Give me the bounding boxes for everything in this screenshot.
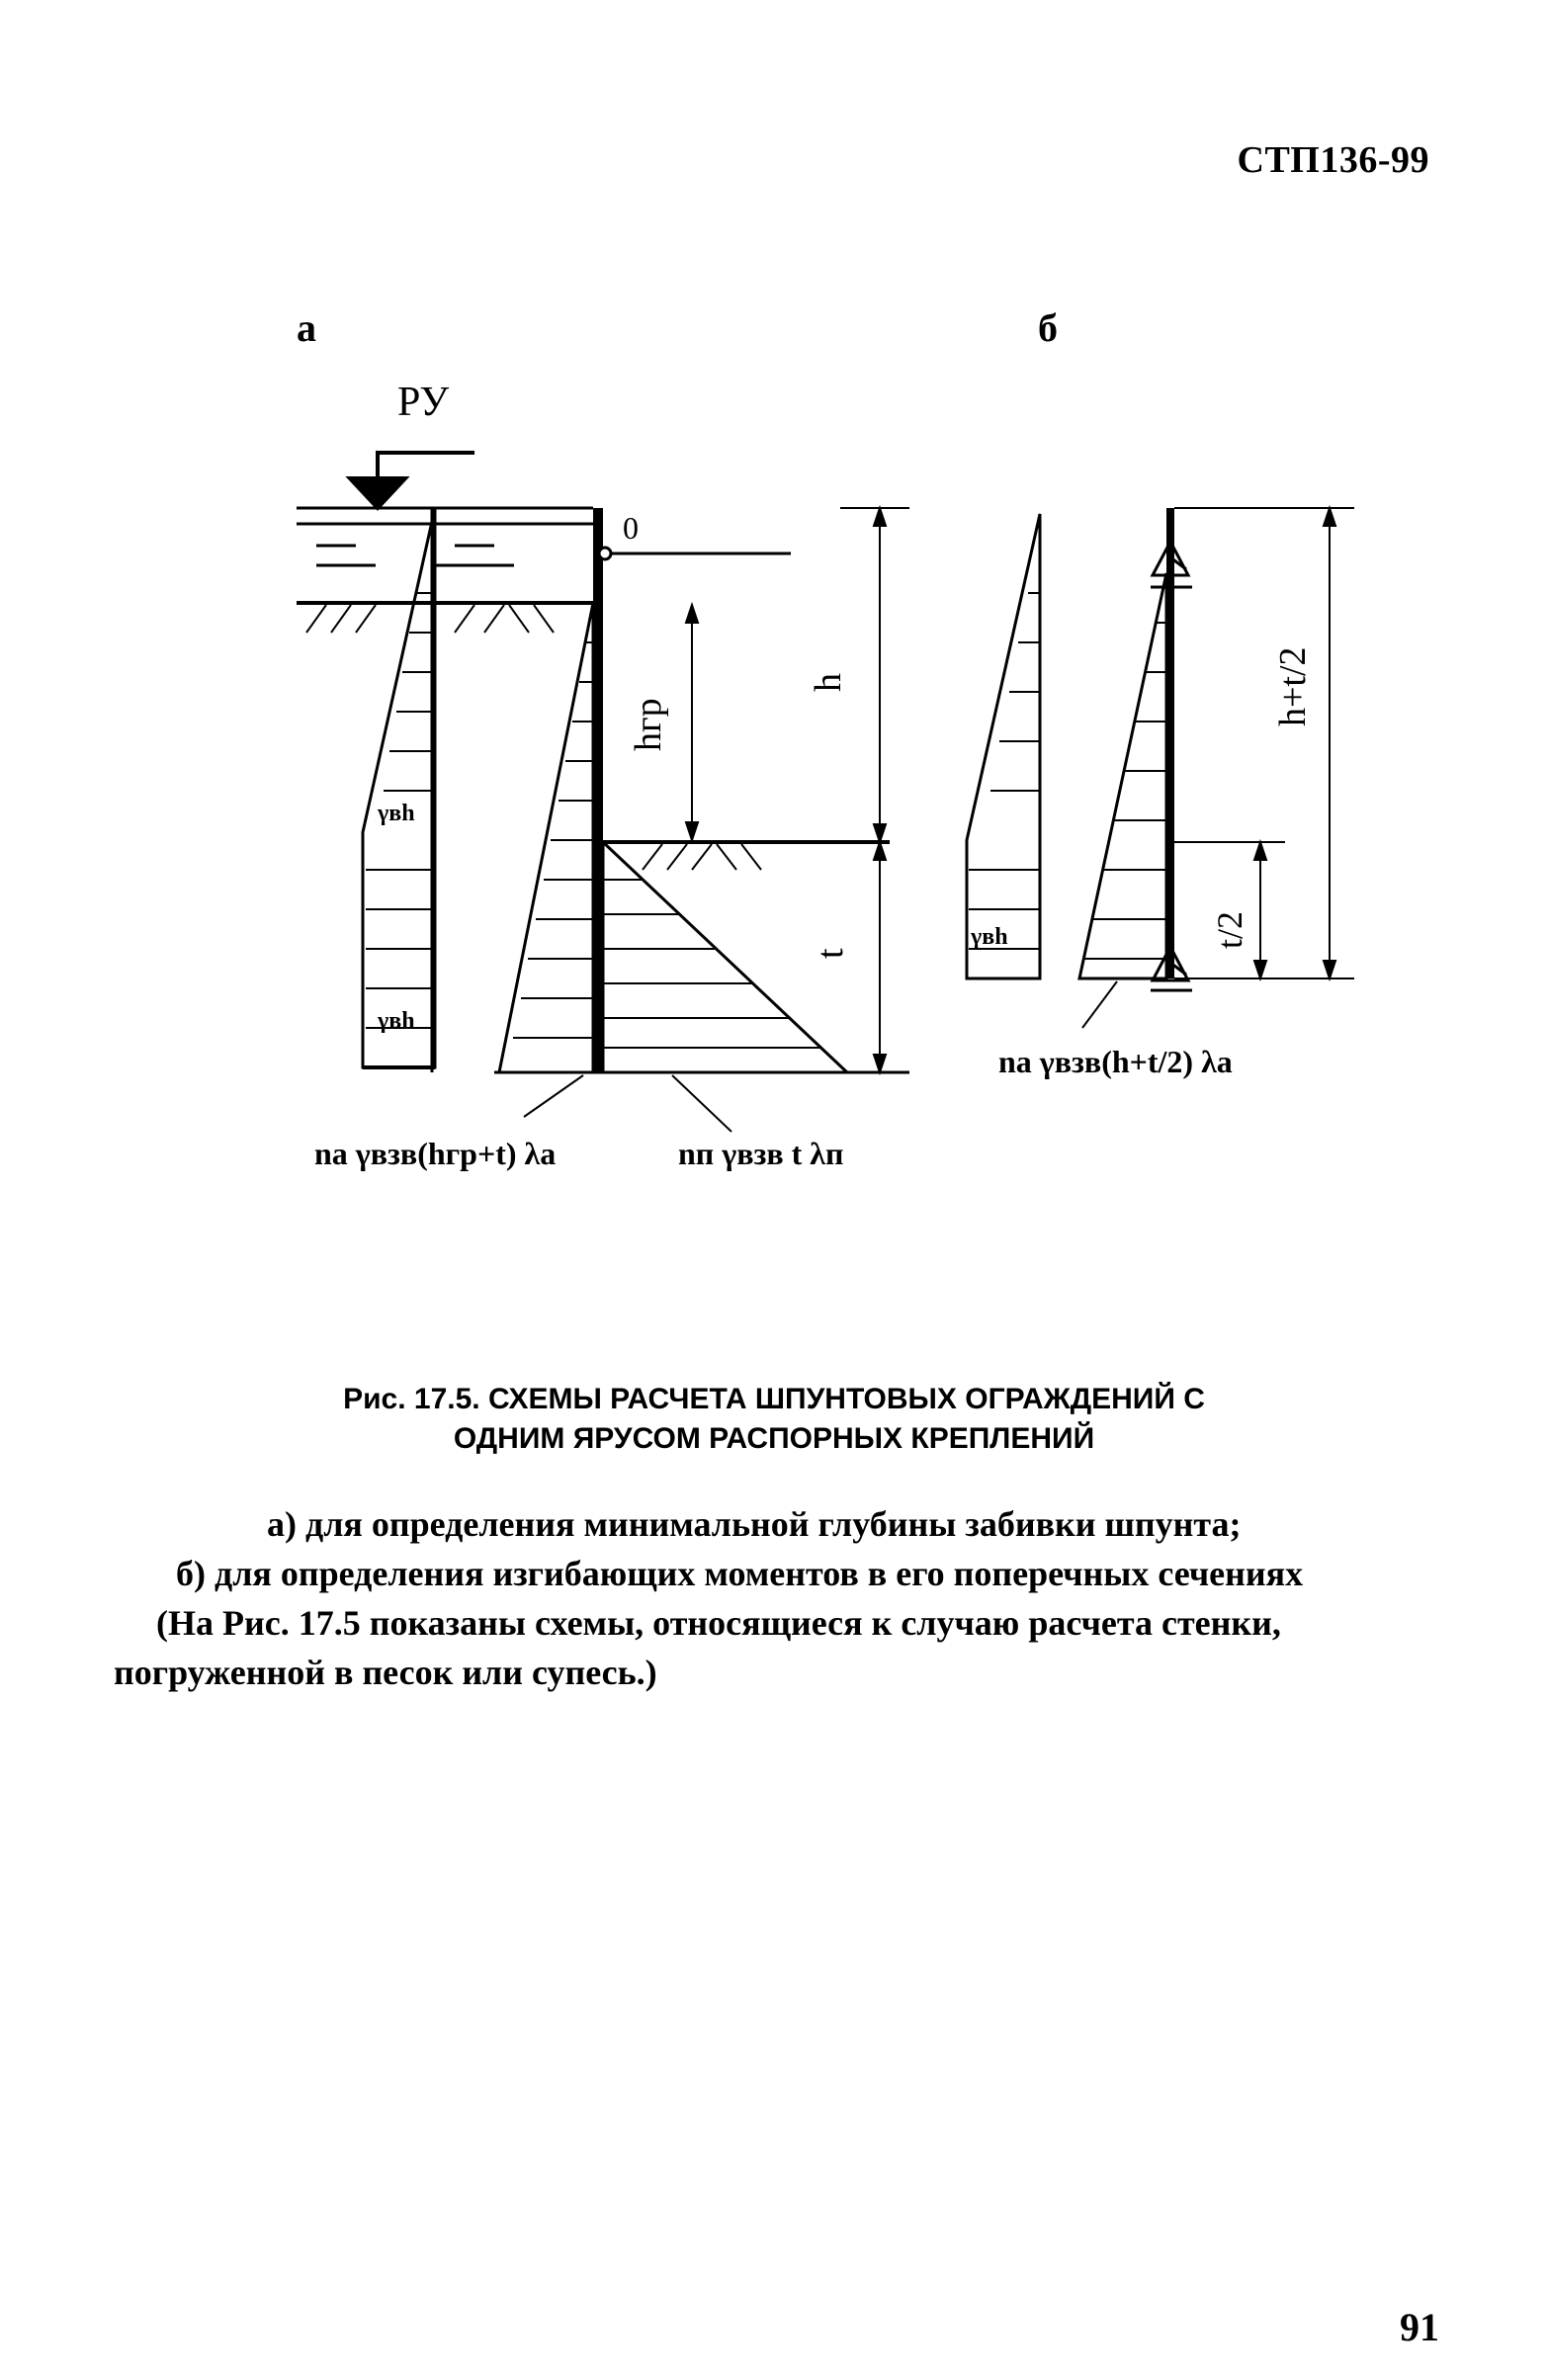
dimension-hgr (686, 605, 698, 840)
ground-hatching-lower (643, 844, 761, 870)
active-pressure-diagram (499, 603, 593, 1072)
dim-t2-label: t/2 (1210, 910, 1249, 949)
description-a: а) для определения минимальной глубины забивки шпунта; (267, 1504, 1242, 1544)
formula-active-a: nа γвзв(hгр+t) λа (314, 1136, 557, 1171)
document-code: СТП136-99 (1237, 139, 1429, 181)
description-note-1: (На Рис. 17.5 показаны схемы, относящиеся к случаю расчета стенки, (156, 1603, 1281, 1643)
dimension-h-t2 (1324, 508, 1335, 978)
label-gbh-lower: γвh (378, 1008, 415, 1034)
figure-caption-line1: Рис. 17.5. СХЕМЫ РАСЧЕТА ШПУНТОВЫХ ОГРАЖДЕНИЙ С (343, 1383, 1205, 1415)
dimension-t2 (1254, 842, 1266, 978)
panel-b-reference-lines (1174, 508, 1354, 978)
label-gbh-panel-b: γвh (971, 924, 1008, 950)
description-b: б) для определения изгибающих моментов в его поперечных сечениях (176, 1554, 1304, 1593)
panel-b-label: б (1038, 305, 1058, 350)
dimension-h-t (840, 508, 909, 1072)
formula-b: nа γвзв(h+t/2) λа (998, 1044, 1233, 1079)
ground-hatching-upper (306, 605, 554, 633)
anchor-tie (599, 548, 791, 559)
anchor-point-label: 0 (623, 510, 639, 546)
description-note-2: погруженной в песок или супесь.) (114, 1653, 657, 1692)
panel-b-pressure-diagram (1079, 573, 1166, 978)
formula-leaders-a (524, 1075, 731, 1132)
panel-b-hydrostatic-diagram (967, 514, 1040, 978)
formula-passive-a: nп γвзв t λп (678, 1136, 844, 1171)
panel-b-beam (1166, 508, 1174, 978)
page-number: 91 (1400, 2305, 1439, 2349)
water-level-label: РУ (397, 380, 450, 425)
formula-leader-b (1082, 981, 1117, 1028)
figure-caption-line2: ОДНИМ ЯРУСОМ РАСПОРНЫХ КРЕПЛЕНИЙ (453, 1422, 1095, 1455)
water-surface (297, 508, 593, 565)
dim-h-t2-label: h+t/2 (1272, 646, 1314, 726)
panel-a-label: а (297, 305, 316, 350)
dim-t-label: t (810, 948, 851, 959)
dim-h-label: h (808, 673, 849, 692)
dim-hgr-label: hгр (628, 698, 669, 751)
hydrostatic-diagram (363, 508, 435, 1072)
water-level-marker (350, 453, 474, 508)
label-gbh-upper: γвh (378, 801, 415, 826)
